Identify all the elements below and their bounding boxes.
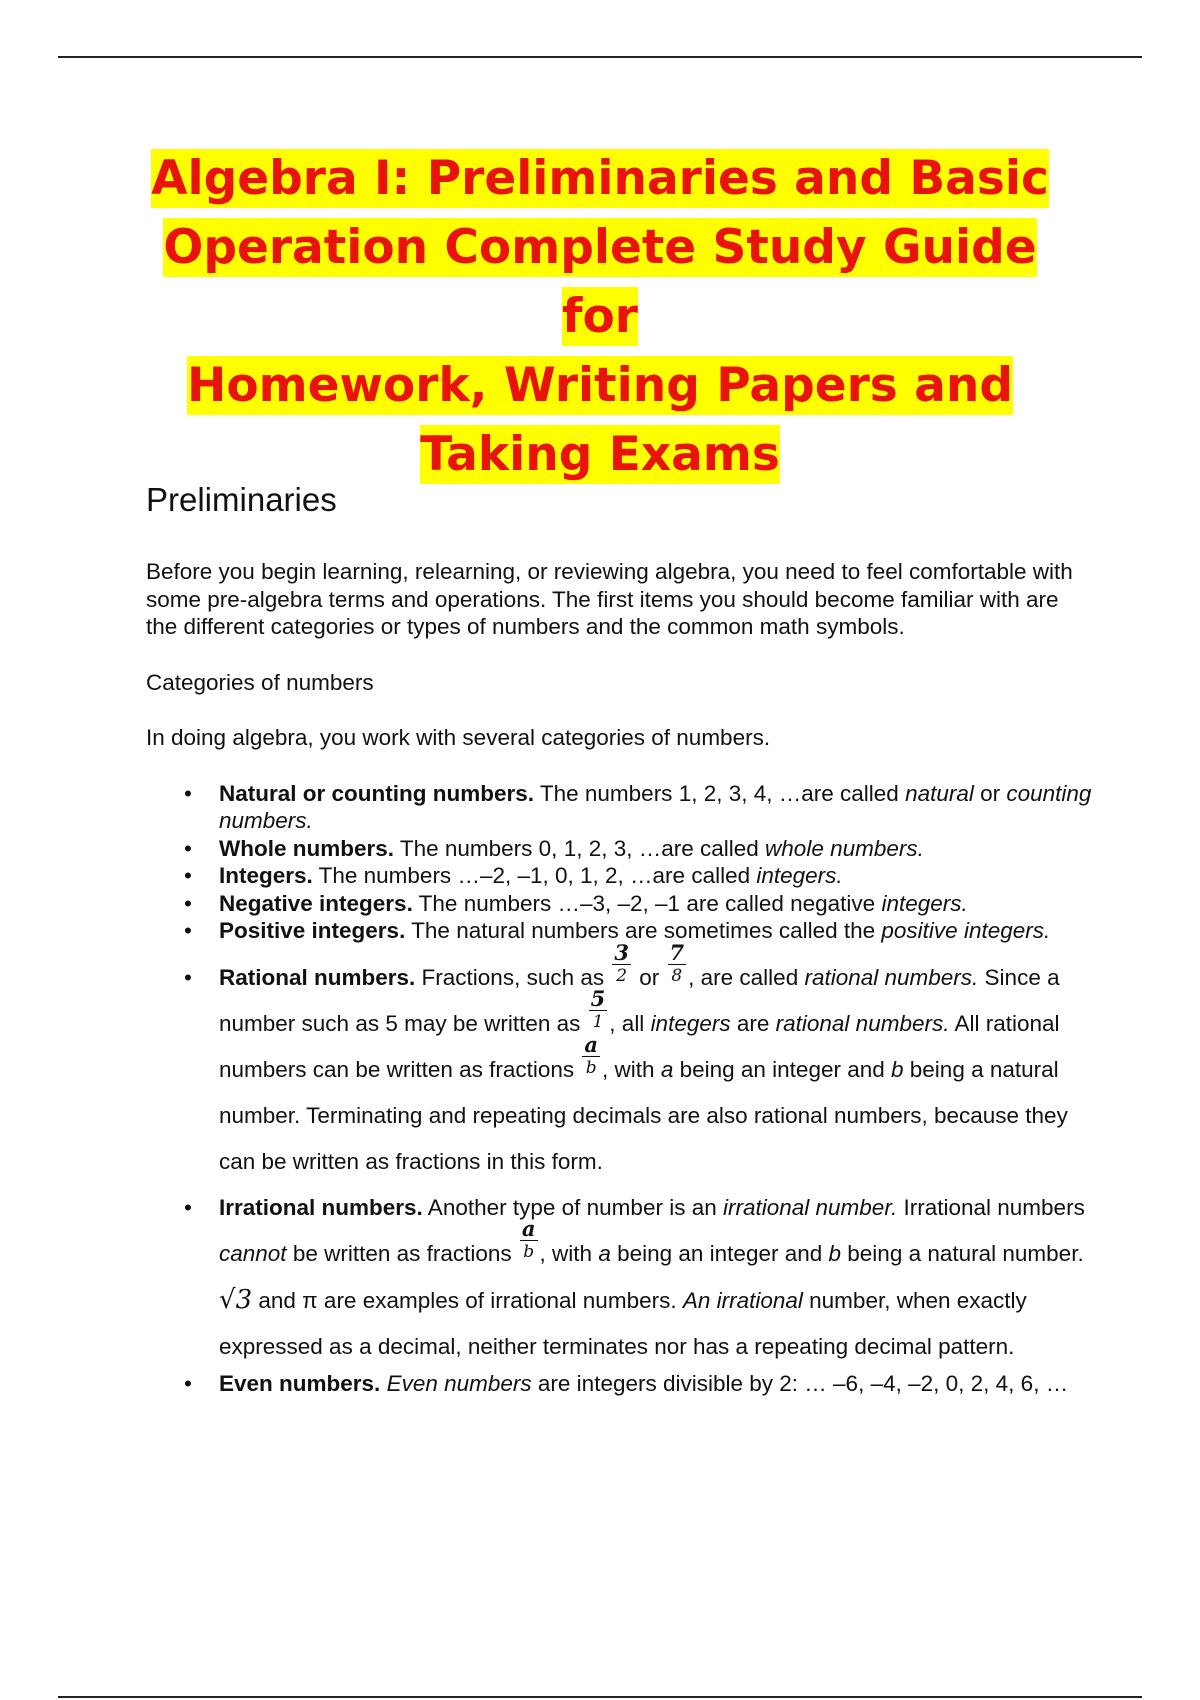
denominator: b [585, 1058, 597, 1079]
list-item-irrational [146, 1185, 1096, 1370]
fraction [668, 942, 687, 987]
list-item-even [146, 1370, 1096, 1398]
emphasis: rational numbers. [775, 1010, 950, 1036]
text: , all [609, 1010, 651, 1036]
section-heading: Preliminaries [146, 481, 337, 518]
list-item-integers [146, 862, 1096, 890]
bullet: • [184, 863, 192, 888]
text: , are called [688, 964, 805, 990]
bottom-rule [58, 1696, 1142, 1698]
title-line: Taking Exams [420, 427, 780, 482]
term: Rational numbers. [219, 964, 416, 990]
subheading: Categories of numbers [146, 669, 374, 695]
term: Integers. [219, 863, 313, 888]
text: are integers divisible by 2: … –6, –4, –2, 0, 2, 4, 6, … [531, 1370, 1069, 1396]
text: being an integer and [610, 1240, 829, 1266]
emphasis: whole numbers. [765, 835, 924, 861]
list-item-negative [146, 890, 1096, 918]
term: Whole numbers. [219, 835, 395, 861]
text: , with [539, 1240, 599, 1266]
number-categories-list [146, 780, 1096, 1398]
list-item-rational [146, 940, 1096, 1185]
text: or [633, 964, 666, 990]
title-line: Homework, Writing Papers and [187, 358, 1013, 413]
denominator: 8 [671, 966, 683, 987]
emphasis: counting numbers. [219, 780, 1092, 833]
term: Negative integers. [219, 890, 413, 916]
title-line: Operation Complete Study Guide for [163, 220, 1037, 344]
emphasis: integers. [756, 863, 843, 888]
term: Irrational numbers. [219, 1194, 423, 1220]
emphasis: integers [650, 1010, 731, 1036]
text: or [973, 780, 1007, 806]
fraction [520, 1218, 538, 1263]
list-item-whole [146, 835, 1096, 863]
text: The numbers 0, 1, 2, 3, …are called [394, 835, 766, 861]
text: Another type of number is an [422, 1194, 723, 1220]
top-rule [58, 56, 1142, 58]
bullet: • [184, 964, 192, 990]
denominator: 2 [616, 966, 628, 987]
fraction [612, 942, 631, 987]
intro-paragraph: Before you begin learning, relearning, or reviewing algebra, you need to feel comfortable with some pre-algebra terms and operations. The first items you should become familiar with are the different categories or types of numbers and the common math symbols. [146, 559, 1073, 639]
numerator: 5 [590, 986, 606, 1012]
text: , with [602, 1056, 661, 1082]
fraction [589, 988, 608, 1033]
bullet: • [184, 780, 192, 806]
text: being an integer and [673, 1056, 892, 1082]
text: Fractions, such as [415, 964, 611, 990]
text: The natural numbers are sometimes called the [405, 918, 882, 943]
emphasis: a [598, 1240, 611, 1266]
text: being a natural number. Terminating and repeating decimals are also rational numbers, because they can be written as fractions in this form. [219, 1056, 1068, 1174]
list-item-natural [146, 780, 1096, 835]
numerator: 7 [669, 940, 685, 966]
term: Positive integers. [219, 918, 406, 943]
bullet: • [184, 1194, 192, 1220]
emphasis: b [891, 1056, 904, 1082]
numerator: a [521, 1216, 536, 1242]
bullet: • [184, 918, 192, 943]
lead-paragraph: In doing algebra, you work with several categories of numbers. [146, 725, 771, 750]
term: Even numbers. [219, 1370, 381, 1396]
square-root-symbol: √3 [219, 1284, 253, 1315]
emphasis: integers. [881, 890, 968, 916]
denominator: b [523, 1242, 535, 1263]
text: being a natural number. [841, 1240, 1084, 1266]
bullet: • [184, 890, 192, 916]
text: are [730, 1010, 776, 1036]
denominator: 1 [592, 1012, 604, 1033]
text: The numbers 1, 2, 3, 4, …are called [534, 780, 906, 806]
text: Irrational numbers [897, 1194, 1085, 1220]
emphasis: rational numbers. [804, 964, 979, 990]
text: Since a number such as 5 may be written as [219, 964, 1060, 1036]
text: be written as fractions [286, 1240, 518, 1266]
emphasis: An irrational [682, 1287, 803, 1313]
term: Natural or counting numbers. [219, 780, 535, 806]
title-line: Algebra I: Preliminaries and Basic [151, 151, 1049, 206]
text: and π are examples of irrational numbers. [252, 1287, 683, 1313]
document-title [120, 144, 1080, 489]
document-body [146, 478, 1096, 1397]
bullet: • [184, 1370, 192, 1396]
numerator: a [584, 1032, 599, 1058]
text: All rational numbers can be written as fractions [219, 1010, 1060, 1082]
emphasis: cannot [219, 1240, 287, 1266]
numerator: 3 [614, 940, 629, 966]
text: The numbers …–3, –2, –1 are called negative [412, 890, 882, 916]
emphasis: irrational number. [722, 1194, 898, 1220]
emphasis: natural [905, 780, 974, 806]
text: The numbers …–2, –1, 0, 1, 2, …are called [312, 863, 757, 888]
bullet: • [184, 835, 192, 861]
emphasis: Even numbers [386, 1370, 532, 1396]
emphasis: b [828, 1240, 842, 1266]
fraction [582, 1034, 600, 1079]
emphasis: a [660, 1056, 674, 1082]
emphasis: positive integers. [881, 918, 1051, 943]
text: number, when exactly expressed as a decimal, neither terminates nor has a repeating decimal pattern. [219, 1287, 1027, 1359]
